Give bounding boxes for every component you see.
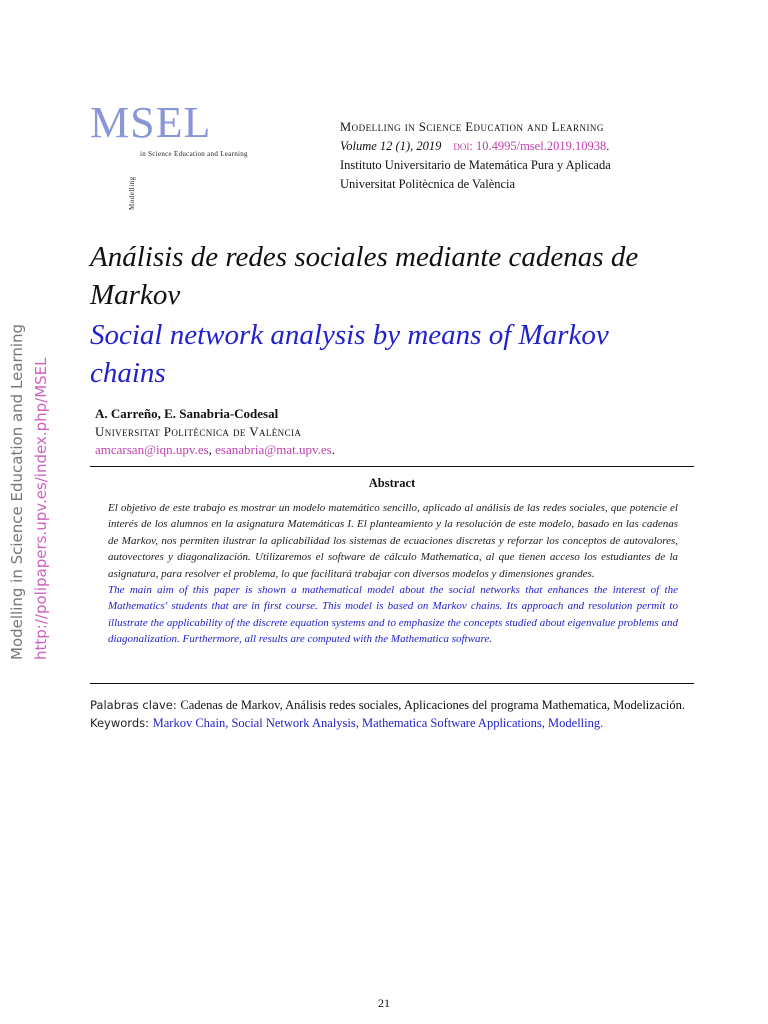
abstract-english: The main aim of this paper is shown a mathematical model about the social networks that enhances the interest of the Mathematics' students that are in first course. This model is based on Markov chains. Its approach and resolution permit to illustrate the applicability of the discrete equation systems and to emphasize the concepts studied about eigenvalue problems and diagonalization. Furthermore, all results are computed with the Mathematica software. bbox=[108, 584, 678, 646]
emails: amcarsan@iqn.upv.es, esanabria@mat.upv.es. bbox=[95, 442, 335, 457]
doi-link[interactable]: 10.4995/msel.2019.10938 bbox=[475, 139, 607, 153]
university: Universitat Politècnica de València bbox=[340, 177, 516, 191]
institute: Instituto Universitario de Matemática Pura y Aplicada bbox=[340, 158, 611, 172]
sidebar-text-block bbox=[6, 324, 52, 660]
keywords-block bbox=[90, 696, 694, 732]
keywords-spanish: Palabras clave: Cadenas de Markov, Análisis redes sociales, Aplicaciones del programa Mathematica, Modelización. bbox=[90, 698, 686, 712]
authors-block bbox=[95, 405, 335, 459]
author-names: A. Carreño, E. Sanabria-Codesal bbox=[95, 406, 279, 421]
doi-label: doi: bbox=[453, 139, 473, 153]
volume-line: Volume 12 (1), 2019 doi: 10.4995/msel.2019.10938. bbox=[340, 139, 610, 153]
keywords-english: Keywords: Markov Chain, Social Network Analysis, Mathematica Software Applications, Modelling. bbox=[90, 716, 604, 730]
abstract-bottom-rule bbox=[90, 683, 694, 684]
logo-vertical-text bbox=[128, 150, 138, 210]
abstract-heading: Abstract bbox=[368, 476, 416, 490]
keywords-en-text: Markov Chain, Social Network Analysis, Mathematica Software Applications, Modelling. bbox=[152, 716, 604, 730]
logo-vertical-label: Modelling bbox=[128, 176, 136, 210]
logo-subtitle: in Science Education and Learning bbox=[140, 150, 248, 158]
title-english: Social network analysis by means of Markov chains bbox=[90, 319, 609, 389]
affiliation: Universitat Politècnica de València bbox=[95, 424, 302, 439]
email-link-2[interactable]: esanabria@mat.upv.es bbox=[215, 442, 332, 457]
abstract-top-rule bbox=[90, 466, 694, 467]
journal-info bbox=[340, 118, 611, 194]
volume: Volume 12 (1), 2019 bbox=[340, 139, 442, 153]
journal-logo: MSEL bbox=[90, 98, 212, 147]
keywords-es-text: Cadenas de Markov, Análisis redes sociales, Aplicaciones del programa Mathematica, Modelización. bbox=[180, 698, 686, 712]
keywords-es-label: Palabras clave bbox=[90, 698, 173, 712]
email-link-1[interactable]: amcarsan@iqn.upv.es bbox=[95, 442, 209, 457]
abstract-body bbox=[108, 500, 678, 648]
sidebar-journal-name: Modelling in Science Education and Learning bbox=[8, 323, 26, 660]
sidebar-url-link[interactable]: http://polipapers.upv.es/index.php/MSEL bbox=[32, 357, 50, 660]
keywords-en-label: Keywords bbox=[90, 716, 146, 730]
title-spanish: Análisis de redes sociales mediante cadenas de Markov bbox=[90, 241, 639, 311]
page-number: 21 bbox=[378, 996, 390, 1010]
journal-name: Modelling in Science Education and Learning bbox=[340, 120, 604, 134]
abstract-spanish: El objetivo de este trabajo es mostrar un modelo matemático sencillo, aplicado al análisis de las redes sociales, que potencie el interés de los alumnos en la asignatura Matemáticas I. El planteamiento y la resolución de este modelo, basado en las cadenas de Markov, nos permiten ilustrar la aplicabilidad los sistemas de ecuaciones discretas y reforzar los conceptos de autovalores, autovectores y diagonalización. Utilizaremos el software de cálculo Mathematica, al que tienen acceso los estudiantes de la asignatura, para resolver el problema, lo que facilitará trabajar con diversos modelos y dimensiones grandes. bbox=[108, 502, 678, 580]
sidebar-vertical bbox=[6, 323, 56, 1020]
